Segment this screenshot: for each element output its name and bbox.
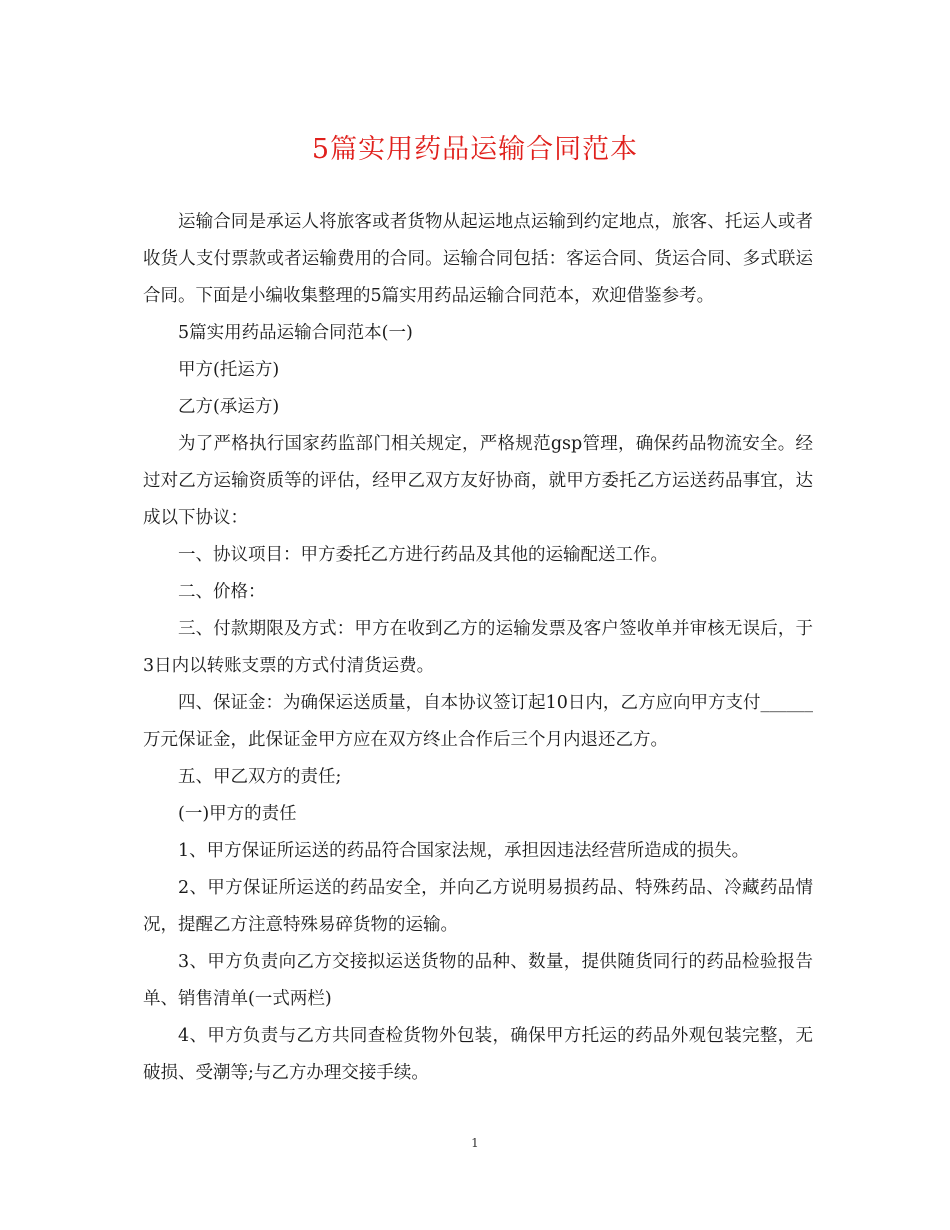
paragraph-section-heading: 5篇实用药品运输合同范本(一) <box>178 323 413 343</box>
paragraph-item-2: 2、甲方保证所运送的药品安全，并向乙方说明易损药品、特殊药品、冷藏药品情况，提醒乙方注意特殊易碎货物的运输。 <box>143 878 813 935</box>
paragraph-preamble: 为了严格执行国家药监部门相关规定，严格规范gsp管理，确保药品物流安全。经过对乙方运输资质等的评估，经甲乙双方友好协商，就甲方委托乙方运送药品事宜，达成以下协议： <box>143 434 813 528</box>
paragraph-item-1: 1、甲方保证所运送的药品符合国家法规，承担因违法经营所造成的损失。 <box>178 841 750 861</box>
paragraph-clause-3: 三、付款期限及方式：甲方在收到乙方的运输发票及客户签收单并审核无误后，于3日内以转账支票的方式付清货运费。 <box>143 619 813 676</box>
document-title: 5篇实用药品运输合同范本 <box>311 134 639 165</box>
paragraph-clause-1: 一、协议项目：甲方委托乙方进行药品及其他的运输配送工作。 <box>178 545 668 565</box>
paragraph-subsection: (一)甲方的责任 <box>178 804 297 824</box>
paragraph-clause-4: 四、保证金：为确保运送质量，自本协议签订起10日内，乙方应向甲方支付______万元保证金，此保证金甲方应在双方终止合作后三个月内退还乙方。 <box>143 693 813 750</box>
paragraph-item-3: 3、甲方负责向乙方交接拟运送货物的品种、数量，提供随货同行的药品检验报告单、销售清单(一式两栏) <box>143 952 813 1009</box>
document-body <box>143 204 813 1092</box>
page-number: 1 <box>471 1136 479 1150</box>
paragraph-party-a: 甲方(托运方) <box>178 360 280 380</box>
paragraph-party-b: 乙方(承运方) <box>178 397 280 417</box>
paragraph-clause-2: 二、价格： <box>178 582 266 602</box>
paragraph-item-4: 4、甲方负责与乙方共同查检货物外包装，确保甲方托运的药品外观包装完整，无破损、受潮等;与乙方办理交接手续。 <box>143 1026 813 1083</box>
paragraph-clause-5: 五、甲乙双方的责任; <box>178 767 342 787</box>
paragraph-intro: 运输合同是承运人将旅客或者货物从起运地点运输到约定地点，旅客、托运人或者收货人支付票款或者运输费用的合同。运输合同包括：客运合同、货运合同、多式联运合同。下面是小编收集整理的5篇实用药品运输合同范本，欢迎借鉴参考。 <box>143 212 813 306</box>
